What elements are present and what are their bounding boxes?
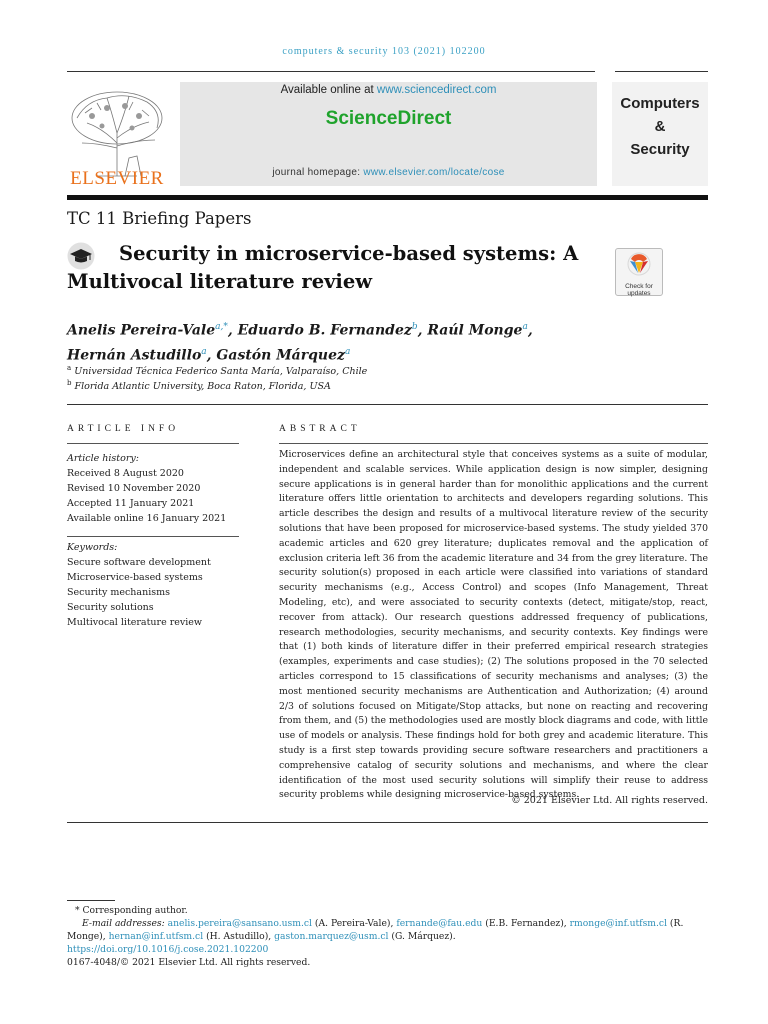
footnote-rule: [67, 900, 115, 901]
author-name: Raúl Monge: [427, 322, 523, 339]
author-affiliation-mark[interactable]: a: [201, 346, 207, 357]
author-affiliation-mark[interactable]: a: [522, 322, 528, 332]
author-affiliation-mark[interactable]: a,*: [215, 322, 228, 332]
email-link[interactable]: rmonge@inf.utfsm.cl: [569, 918, 668, 929]
keyword: Security mechanisms: [67, 587, 171, 598]
check-for-updates-icon: [616, 249, 662, 279]
header-rule-right: [615, 71, 708, 72]
article-info-header: ARTICLE INFO: [67, 424, 180, 434]
check-for-updates-line1: Check for: [625, 283, 653, 290]
check-for-updates-line2: updates: [627, 290, 651, 297]
affiliation-b: [67, 379, 331, 392]
journal-name-line3: Security: [630, 141, 690, 158]
affiliation-a: [67, 364, 367, 377]
email-addresses: [67, 917, 708, 943]
revised-date: Revised 10 November 2020: [67, 483, 201, 494]
keyword: Multivocal literature review: [67, 617, 203, 628]
header-rule: [67, 71, 595, 72]
article-title: Security in microservice-based systems: A Multivocal literature review: [67, 242, 579, 293]
abstract-copyright: © 2021 Elsevier Ltd. All rights reserved.: [511, 795, 708, 806]
section-heading: TC 11 Briefing Papers: [67, 209, 252, 228]
affiliation-mark: a: [67, 364, 72, 372]
journal-citation: computers & security 103 (2021) 102200: [282, 46, 486, 57]
email-link[interactable]: gaston.marquez@usm.cl: [274, 931, 389, 942]
abstract-rule: [279, 443, 708, 444]
email-owner: (A. Pereira-Vale),: [312, 918, 397, 929]
sciencedirect-logo: ScienceDirect: [325, 108, 452, 129]
author-list: Anelis Pereira-Vale$^{a,*}$, Eduardo B. Fernandez$^b$, Raúl Monge$^a$, Hernán Astudillo$^a$, Gastón Márquez$^a$: [67, 322, 533, 364]
article-info-rule: [67, 443, 239, 444]
journal-homepage-link[interactable]: www.elsevier.com/locate/cose: [363, 167, 505, 178]
abstract-header: ABSTRACT: [279, 424, 361, 434]
email-link[interactable]: anelis.pereira@sansano.usm.cl: [167, 918, 312, 929]
author-name: Anelis Pereira-Vale: [67, 322, 216, 339]
email-owner: (H. Astudillo),: [203, 931, 275, 942]
journal-name-line1: Computers: [620, 95, 700, 112]
keyword: Security solutions: [67, 602, 154, 613]
affiliation-text: Florida Atlantic University, Boca Raton, Florida, USA: [74, 381, 331, 393]
author-affiliation-mark[interactable]: a: [344, 346, 351, 357]
author-name: Gastón Márquez: [216, 347, 345, 364]
check-for-updates-button[interactable]: [615, 248, 663, 296]
graduation-cap-icon: [67, 242, 95, 270]
email-link[interactable]: hernan@inf.utfsm.cl: [108, 931, 204, 942]
journal-homepage-label: journal homepage:: [272, 167, 364, 178]
elsevier-wordmark: ELSEVIER: [70, 168, 164, 189]
issn-line: 0167-4048/© 2021 Elsevier Ltd. All rights reserved.: [67, 957, 311, 968]
history-label: Article history:: [67, 453, 139, 464]
keywords-block: [67, 540, 242, 630]
keywords-label: Keywords:: [67, 542, 118, 553]
author-name: Eduardo B. Fernandez: [237, 322, 412, 339]
affiliation-mark: b: [67, 379, 72, 387]
doi-link[interactable]: https://doi.org/10.1016/j.cose.2021.102200: [67, 944, 269, 955]
sciencedirect-link[interactable]: www.sciencedirect.com: [376, 84, 497, 96]
abstract-end-rule: [67, 822, 708, 823]
received-date: Received 8 August 2020: [67, 468, 184, 479]
author-affiliation-mark[interactable]: b: [411, 322, 418, 332]
article-history: [67, 451, 242, 526]
header-thick-rule: [67, 195, 708, 200]
abstract-text: Microservices define an architectural style that conceives systems as a suite of modular, independent and scalable services. While application design is now simpler, designing secure applications is in general harder than for monolithic applications and the current literature offers little orientation to architects and developers regarding solutions. This article describes the design and results of a multivocal literature review of the security solutions that have been proposed for microservice-based systems. The study yielded 370 academic articles and 620 grey literature; duplicates removal and the application of exclusion criteria left 36 from the academic literature and 34 from the grey literature. The security solution(s) proposed in each article were classified into variations of standard security mechanisms (e.g., Access Control) and scopes (Info Management, Threat Modeling, etc), and were associated to security contexts (detect, mitigate/stop, react, recover from attack). Our research questions addressed frequency of publications, research methodologies, security mechanisms, and security contexts. Key findings were that (1) both kinds of literature differ in their preferred empirical research strategies (examples, experiments and case studies); (2) The solutions proposed in the 70 selected articles correspond to 15 classifications of security mechanisms and analyses; (3) the most mentioned security mechanisms are Authentication and Authorization; (4) around 2/3 of solutions focused on Mitigate/Stop attacks, but none on reacting and recovering from them, and (5) the methodologies used are mostly block diagrams and code, with little use of models or analysis. These findings hold for both grey and academic literature. This study is a first step towards providing secure software researchers and practitioners a comprehensive catalog of security solutions and mechanisms, and where the clear identification of the most used security solutions will simplify their reuse to address security problems while designing microservice-based systems.: [279, 449, 708, 801]
email-owner: (R. Monge),: [67, 918, 684, 942]
keyword: Microservice-based systems: [67, 572, 203, 583]
journal-name: [612, 92, 708, 161]
keywords-rule: [67, 536, 239, 537]
available-online-label: Available online at: [280, 84, 377, 96]
corresponding-author-note: * Corresponding author.: [75, 905, 188, 916]
online-date: Available online 16 January 2021: [67, 513, 227, 524]
email-label: E-mail addresses:: [82, 918, 168, 929]
available-online-line: [180, 84, 597, 96]
author-name: Hernán Astudillo: [67, 347, 202, 364]
keyword: Secure software development: [67, 557, 211, 568]
email-owner: (G. Márquez).: [388, 931, 456, 942]
section-rule: [67, 404, 708, 405]
email-owner: (E.B. Fernandez),: [482, 918, 570, 929]
doi-line: [67, 943, 708, 956]
affiliation-text: Universidad Técnica Federico Santa María, Valparaíso, Chile: [74, 366, 368, 378]
email-link[interactable]: fernande@fau.edu: [396, 918, 483, 929]
journal-homepage-line: [180, 167, 597, 178]
journal-name-line2: &: [654, 118, 666, 135]
accepted-date: Accepted 11 January 2021: [67, 498, 195, 509]
